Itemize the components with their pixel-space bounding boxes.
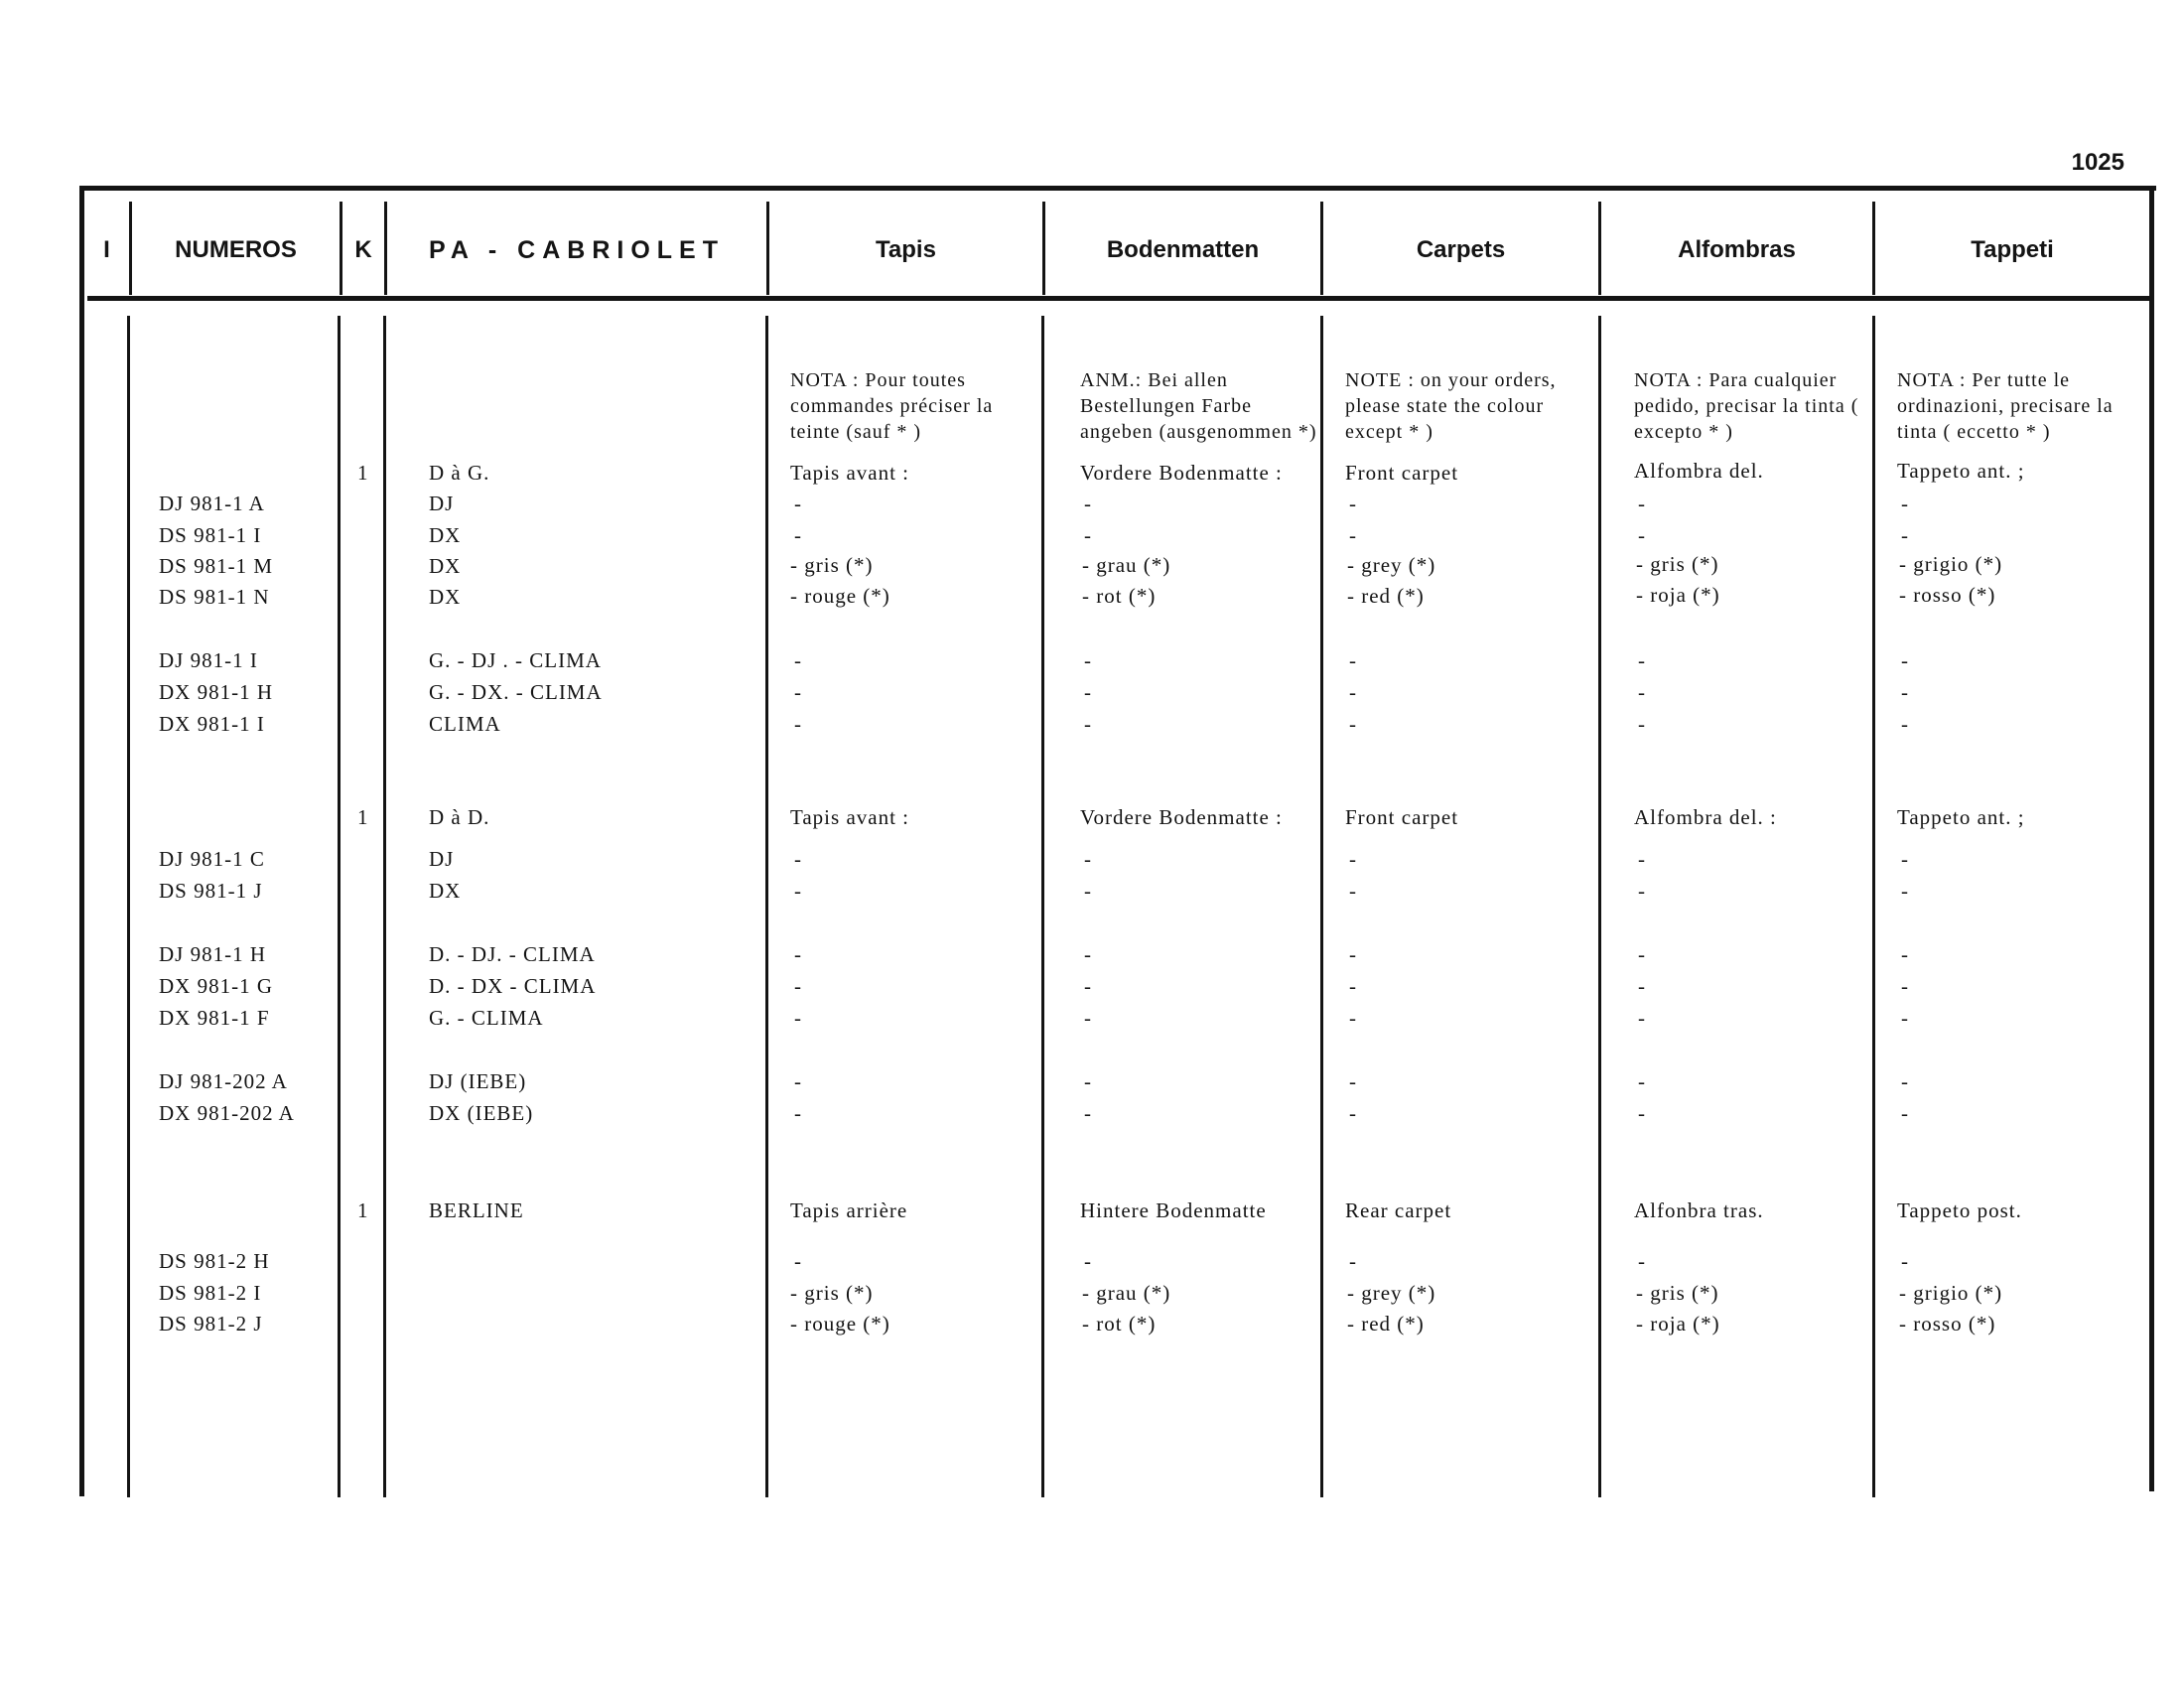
left-border <box>79 186 84 1496</box>
col-divider-it-body <box>1872 316 1875 1497</box>
row-de: Vordere Bodenmatte : <box>1080 461 1283 485</box>
header-k: K <box>354 236 372 263</box>
note-en: NOTE : on your orders, please state the colour except * ) <box>1345 369 1557 443</box>
row-it: - <box>1901 879 1909 903</box>
row-en: - red (*) <box>1347 1312 1425 1336</box>
row-en: - <box>1349 1101 1357 1125</box>
row-fr: - rouge (*) <box>790 1312 890 1336</box>
note-de: ANM.: Bei allen Bestellungen Farbe angeben (ausgenommen *) <box>1080 369 1317 443</box>
row-de: - <box>1084 523 1092 547</box>
row-num: DX 981-1 H <box>159 680 273 704</box>
right-border <box>2149 186 2154 1491</box>
row-es: - <box>1638 680 1646 704</box>
row-num: DS 981-2 H <box>159 1249 270 1273</box>
header-numeros: NUMEROS <box>175 236 297 263</box>
row-es: - <box>1638 648 1646 672</box>
row-es: - <box>1638 1101 1646 1125</box>
row-de: - <box>1084 1101 1092 1125</box>
row-it: - rosso (*) <box>1899 583 1996 607</box>
col-divider-k-body <box>338 316 341 1497</box>
row-es: - <box>1638 847 1646 871</box>
row-fr: - <box>794 1006 802 1030</box>
row-es: - roja (*) <box>1636 1312 1720 1336</box>
row-en: - <box>1349 492 1357 515</box>
row-num: DX 981-202 A <box>159 1101 295 1125</box>
row-de: - <box>1084 847 1092 871</box>
row-es: Alfombra del. : <box>1634 805 1777 829</box>
row-de: - <box>1084 712 1092 736</box>
row-en: - grey (*) <box>1347 553 1436 577</box>
note-it: NOTA : Per tutte le ordinazioni, precisare la tinta ( eccetto * ) <box>1897 369 2114 443</box>
row-it: Tappeto ant. ; <box>1897 459 2025 483</box>
row-es: - <box>1638 712 1646 736</box>
row-en: - <box>1349 847 1357 871</box>
row-num: DS 981-2 J <box>159 1312 263 1336</box>
row-desc: DJ <box>429 492 455 515</box>
row-es: - <box>1638 1006 1646 1030</box>
col-divider-model-body <box>383 316 386 1497</box>
col-divider-de-body <box>1041 316 1044 1497</box>
row-de: - grau (*) <box>1082 1281 1171 1305</box>
row-num: DJ 981-1 H <box>159 942 266 966</box>
page-number: 1025 <box>2071 149 2124 176</box>
header-fr: Tapis <box>876 236 936 263</box>
row-desc: DJ (IEBE) <box>429 1069 527 1093</box>
header-index: I <box>103 236 110 263</box>
row-en: - <box>1349 942 1357 966</box>
row-it: - <box>1901 492 1909 515</box>
row-num: DJ 981-202 A <box>159 1069 288 1093</box>
row-fr: - rouge (*) <box>790 584 890 608</box>
row-it: - grigio (*) <box>1899 1281 2003 1305</box>
header-model: PA - CABRIOLET <box>429 236 725 264</box>
row-es: Alfombra del. <box>1634 459 1764 483</box>
row-it: - <box>1901 648 1909 672</box>
row-fr: Tapis avant : <box>790 805 909 829</box>
row-desc: DX <box>429 554 462 578</box>
row-es: - gris (*) <box>1636 552 1719 576</box>
row-fr: - <box>794 523 802 547</box>
row-it: - <box>1901 1249 1909 1273</box>
col-divider-fr-body <box>765 316 768 1497</box>
row-fr: - <box>794 1101 802 1125</box>
row-es: - <box>1638 942 1646 966</box>
col-divider-es-body <box>1598 316 1601 1497</box>
row-it: - <box>1901 523 1909 547</box>
row-fr: - gris (*) <box>790 1281 874 1305</box>
row-desc: DX <box>429 879 462 903</box>
row-num: DJ 981-1 A <box>159 492 265 515</box>
row-de: - <box>1084 879 1092 903</box>
row-num: DX 981-1 G <box>159 974 273 998</box>
row-it: Tappeto ant. ; <box>1897 805 2025 829</box>
row-desc: G. - DX. - CLIMA <box>429 680 603 704</box>
row-de: - rot (*) <box>1082 1312 1157 1336</box>
row-desc: G. - CLIMA <box>429 1006 544 1030</box>
row-en: - <box>1349 1069 1357 1093</box>
row-es: - gris (*) <box>1636 1281 1719 1305</box>
row-it: - <box>1901 1101 1909 1125</box>
row-en: Rear carpet <box>1345 1198 1452 1222</box>
row-fr: - <box>794 847 802 871</box>
row-desc: CLIMA <box>429 712 501 736</box>
row-fr: - <box>794 648 802 672</box>
row-it: - <box>1901 712 1909 736</box>
row-de: Vordere Bodenmatte : <box>1080 805 1283 829</box>
row-desc: D. - DJ. - CLIMA <box>429 942 596 966</box>
row-de: - <box>1084 942 1092 966</box>
header-rule <box>87 296 2152 301</box>
row-k: 1 <box>357 1198 369 1222</box>
row-es: - <box>1638 974 1646 998</box>
row-fr: - <box>794 942 802 966</box>
row-it: Tappeto post. <box>1897 1198 2022 1222</box>
row-k: 1 <box>357 461 369 485</box>
row-num: DJ 981-1 I <box>159 648 258 672</box>
row-en: - <box>1349 680 1357 704</box>
row-en: - grey (*) <box>1347 1281 1436 1305</box>
row-it: - <box>1901 942 1909 966</box>
row-fr: - <box>794 712 802 736</box>
row-it: - <box>1901 680 1909 704</box>
note-es: NOTA : Para cualquier pedido, precisar la tinta ( excepto * ) <box>1634 369 1859 443</box>
row-it: - <box>1901 1006 1909 1030</box>
row-en: Front carpet <box>1345 461 1459 485</box>
row-num: DS 981-2 I <box>159 1281 262 1305</box>
row-it: - rosso (*) <box>1899 1312 1996 1336</box>
header-es: Alfombras <box>1678 236 1796 263</box>
row-it: - <box>1901 974 1909 998</box>
row-en: - <box>1349 1249 1357 1273</box>
row-de: - grau (*) <box>1082 553 1171 577</box>
row-num: DX 981-1 I <box>159 712 265 736</box>
row-desc: DJ <box>429 847 455 871</box>
top-rule <box>81 186 2156 191</box>
row-desc: D à D. <box>429 805 490 829</box>
row-en: Front carpet <box>1345 805 1459 829</box>
row-fr: - <box>794 879 802 903</box>
note-fr: NOTA : Pour toutes commandes préciser la teinte (sauf * ) <box>790 369 994 443</box>
row-num: DX 981-1 F <box>159 1006 270 1030</box>
row-de: Hintere Bodenmatte <box>1080 1198 1267 1222</box>
row-es: - <box>1638 492 1646 515</box>
header-en: Carpets <box>1416 236 1506 263</box>
row-de: - <box>1084 1069 1092 1093</box>
row-en: - <box>1349 1006 1357 1030</box>
row-num: DS 981-1 N <box>159 585 270 609</box>
row-de: - <box>1084 1249 1092 1273</box>
col-divider-en-body <box>1320 316 1323 1497</box>
row-fr: Tapis arrière <box>790 1198 908 1222</box>
col-divider-numeros-body <box>127 316 130 1497</box>
row-en: - <box>1349 974 1357 998</box>
row-es: - <box>1638 1069 1646 1093</box>
row-de: - <box>1084 974 1092 998</box>
row-it: - <box>1901 847 1909 871</box>
row-es: - <box>1638 879 1646 903</box>
row-es: Alfonbra tras. <box>1634 1198 1764 1222</box>
row-de: - <box>1084 680 1092 704</box>
row-en: - <box>1349 879 1357 903</box>
row-de: - <box>1084 492 1092 515</box>
row-num: DS 981-1 M <box>159 554 274 578</box>
row-it: - grigio (*) <box>1899 552 2003 576</box>
row-num: DS 981-1 I <box>159 523 262 547</box>
row-desc: DX (IEBE) <box>429 1101 534 1125</box>
row-fr: - gris (*) <box>790 553 874 577</box>
row-num: DS 981-1 J <box>159 879 263 903</box>
row-es: - roja (*) <box>1636 583 1720 607</box>
row-es: - <box>1638 523 1646 547</box>
header-de: Bodenmatten <box>1106 236 1260 263</box>
row-de: - rot (*) <box>1082 584 1157 608</box>
row-de: - <box>1084 1006 1092 1030</box>
row-desc: G. - DJ . - CLIMA <box>429 648 602 672</box>
row-en: - <box>1349 648 1357 672</box>
row-en: - red (*) <box>1347 584 1425 608</box>
row-fr: - <box>794 1249 802 1273</box>
row-num: DJ 981-1 C <box>159 847 265 871</box>
row-desc: BERLINE <box>429 1198 524 1222</box>
row-k: 1 <box>357 805 369 829</box>
row-en: - <box>1349 712 1357 736</box>
row-fr: - <box>794 680 802 704</box>
row-fr: Tapis avant : <box>790 461 909 485</box>
row-fr: - <box>794 974 802 998</box>
row-fr: - <box>794 492 802 515</box>
row-en: - <box>1349 523 1357 547</box>
row-desc: D à G. <box>429 461 490 485</box>
row-desc: DX <box>429 523 462 547</box>
row-it: - <box>1901 1069 1909 1093</box>
row-desc: D. - DX - CLIMA <box>429 974 597 998</box>
row-desc: DX <box>429 585 462 609</box>
header-it: Tappeti <box>1971 236 2054 263</box>
row-fr: - <box>794 1069 802 1093</box>
row-de: - <box>1084 648 1092 672</box>
row-es: - <box>1638 1249 1646 1273</box>
